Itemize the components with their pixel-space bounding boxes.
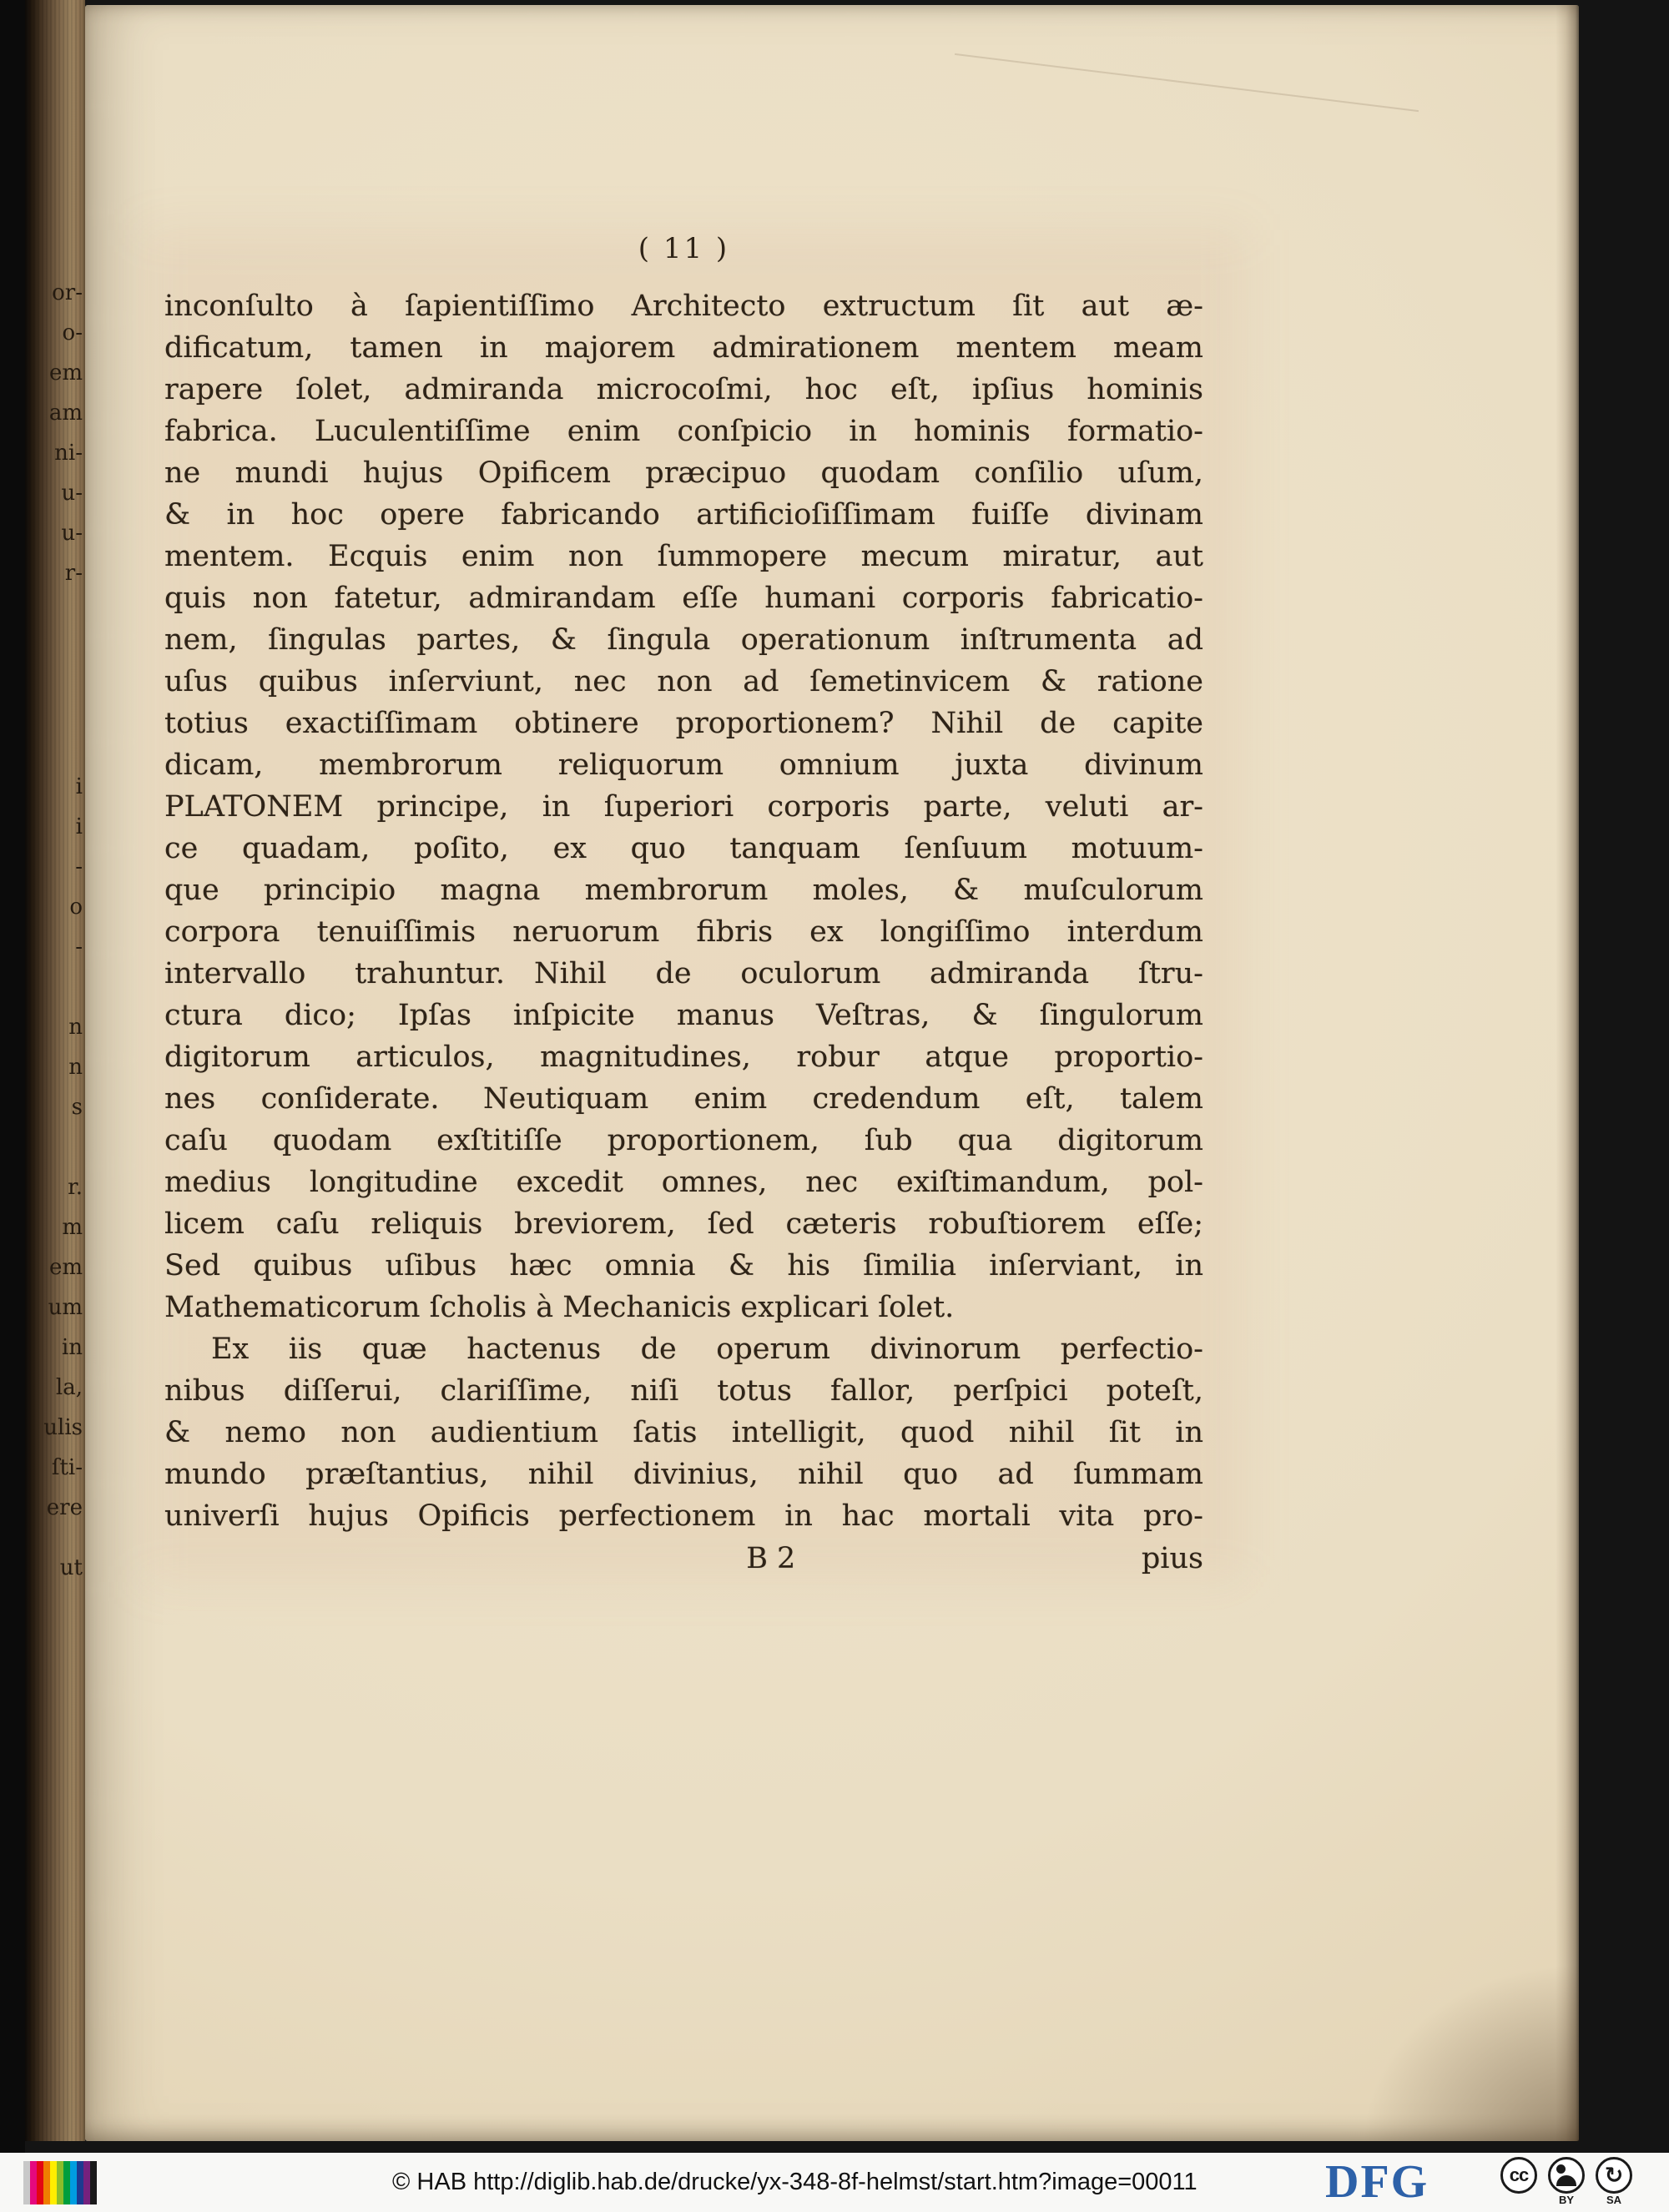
paper-crease	[955, 53, 1419, 112]
text-line: & nemo non audientium ſatis intelligit, quod nihil ſit in	[164, 1416, 1203, 1449]
text-line: quis non fatetur, admirandam eſſe humani corporis fabricatio-	[164, 582, 1203, 615]
spine-fragments	[25, 0, 85, 2141]
text-line: mundo præſtantius, nihil divinius, nihil quo ad ſummam	[164, 1458, 1203, 1491]
spine-text-fragment: u-	[61, 481, 83, 506]
calibration-strip	[23, 2161, 97, 2204]
copyright-link[interactable]: © HAB http://diglib.hab.de/drucke/yx-348-8f-helmst/start.htm?image=00011	[392, 2169, 1198, 2195]
text-line: que principio magna membrorum moles, & muſculorum	[164, 874, 1203, 907]
scan-left-border	[0, 0, 25, 2153]
spine-text-fragment: u-	[61, 521, 83, 546]
calibration-bar	[83, 2161, 90, 2204]
text-line: dicam, membrorum reliquorum omnium juxta divinum	[164, 748, 1203, 782]
text-line: dificatum, tamen in majorem admirationem mentem meam	[164, 331, 1203, 365]
spine-text-fragment: or-	[52, 280, 83, 305]
signature-row	[164, 1537, 1203, 1580]
text-line: & in hoc opere fabricando artificioſiſſimam fuiſſe divinam	[164, 498, 1203, 532]
calibration-bar	[37, 2161, 43, 2204]
calibration-bar	[43, 2161, 50, 2204]
text-line: PLATONEM principe, in ſuperiori corporis parte, veluti ar-	[164, 790, 1203, 824]
spine-text-fragment: em	[48, 360, 83, 385]
text-line: ctura dico; Ipſas inſpicite manus Veſtras, & ſingulorum	[164, 999, 1203, 1032]
cc-sa-column	[1596, 2157, 1632, 2206]
text-line: inconſulto à ſapientiſſimo Architecto extructum ſit aut æ-	[164, 290, 1203, 323]
spine-text-fragment: ulis	[43, 1415, 83, 1440]
text-line: uſus quibus inſerviunt, nec non ad ſemetinvicem & ratione	[164, 665, 1203, 698]
text-line: corpora tenuiſſimis neruorum fibris ex longiſſimo interdum	[164, 915, 1203, 949]
cc-sa-label: SA	[1606, 2194, 1622, 2206]
cc-by-label: BY	[1558, 2194, 1575, 2206]
page-number: ( 11 )	[638, 232, 730, 265]
dfg-logo[interactable]: DFG	[1325, 2156, 1429, 2208]
cc-icon[interactable]: cc	[1500, 2157, 1537, 2194]
text-line: nem, ſingulas partes, & ſingula operationum inſtrumenta ad	[164, 623, 1203, 657]
page-text-block	[164, 285, 1203, 1580]
text-line: totius exactiſſimam obtinere proportionem? Nihil de capite	[164, 707, 1203, 740]
calibration-bar	[90, 2161, 97, 2204]
spine-text-fragment: o	[69, 894, 83, 920]
spine-text-fragment: s	[71, 1095, 83, 1120]
text-line: ce quadam, poſito, ex quo tanquam ſenſuum motuum-	[164, 832, 1203, 865]
person-head	[1556, 2164, 1566, 2174]
text-line: caſu quodam exſtitiſſe proportionem, ſub qua digitorum	[164, 1124, 1203, 1157]
text-line: Sed quibus uſibus hæc omnia & his ſimilia inſerviant, in	[164, 1249, 1203, 1282]
spine-text-fragment: n	[68, 1055, 83, 1080]
text-line: medius longitudine excedit omnes, nec exiſtimandum, pol-	[164, 1166, 1203, 1199]
text-line: intervallo trahuntur. Nihil de oculorum admiranda ſtru-	[164, 957, 1203, 990]
page-right-edge-shadow	[1556, 5, 1579, 2141]
text-line: ne mundi hujus Opificem præcipuo quodam conſilio uſum,	[164, 456, 1203, 490]
calibration-bar	[23, 2161, 30, 2204]
text-lines	[164, 285, 1203, 1537]
spine-text-fragment: am	[48, 401, 83, 426]
text-line: Mathematicorum ſcholis à Mechanicis explicari ſolet.	[164, 1291, 955, 1324]
calibration-bar	[77, 2161, 83, 2204]
spine-text-fragment: ut	[59, 1555, 83, 1580]
cc-license-badge[interactable]	[1500, 2157, 1632, 2206]
text-line: mentem. Ecquis enim non ſummopere mecum miratur, aut	[164, 540, 1203, 573]
text-line: digitorum articulos, magnitudines, robur atque proportio-	[164, 1040, 1203, 1074]
spine-text-fragment: ſti-	[51, 1455, 83, 1480]
spine-text-fragment: n	[68, 1015, 83, 1040]
spine-text-fragment: i	[75, 774, 83, 799]
calibration-bar	[70, 2161, 77, 2204]
footer-bar	[0, 2153, 1669, 2212]
cc-by-column	[1548, 2157, 1585, 2206]
spine-text-fragment: r-	[64, 561, 83, 586]
calibration-bar	[57, 2161, 63, 2204]
spine-text-fragment: r.	[68, 1175, 83, 1200]
text-line: licem caſu reliquis breviorem, ſed cæteris robuſtiorem eſſe;	[164, 1207, 1203, 1241]
cc-logo-column	[1500, 2157, 1537, 2206]
spine-text-fragment: i	[75, 814, 83, 839]
spine-text-fragment: um	[48, 1295, 83, 1320]
cc-by-person-icon[interactable]	[1548, 2157, 1585, 2194]
book-spine-edge	[25, 0, 85, 2141]
spine-text-fragment: in	[61, 1335, 83, 1360]
spine-text-fragment: -	[75, 935, 83, 960]
calibration-bar	[63, 2161, 70, 2204]
page-corner-shadow	[1345, 1949, 1579, 2141]
book-page	[85, 5, 1579, 2141]
spine-text-fragment: o-	[62, 320, 83, 345]
spine-text-fragment: -	[75, 854, 83, 879]
text-line: nibus diſſerui, clariſſime, niſi totus fallor, perſpici poteſt,	[164, 1374, 1203, 1408]
spine-text-fragment: em	[48, 1255, 83, 1280]
spine-text-fragment: la,	[55, 1375, 83, 1400]
text-line: Ex iis quæ hactenus de operum divinorum perfectio-	[211, 1333, 1203, 1366]
text-line: rapere ſolet, admiranda microcoſmi, hoc eſt, ipſius hominis	[164, 373, 1203, 406]
spine-text-fragment: ere	[46, 1495, 83, 1520]
gathering-signature: B 2	[746, 1542, 796, 1575]
spine-text-fragment: ni-	[54, 441, 83, 466]
catchword: pius	[1141, 1542, 1203, 1575]
calibration-bar	[50, 2161, 57, 2204]
spine-text-fragment: m	[62, 1215, 83, 1240]
person-body	[1556, 2175, 1576, 2186]
text-line: fabrica. Luculentiſſime enim conſpicio in hominis formatio-	[164, 415, 1203, 448]
text-line: univerſi hujus Opificis perfectionem in hac mortali vita pro-	[164, 1499, 1203, 1533]
cc-sa-arrow-icon[interactable]: ↻	[1596, 2157, 1632, 2194]
calibration-bar	[30, 2161, 37, 2204]
text-line: nes conſiderate. Neutiquam enim credendum eſt, talem	[164, 1082, 1203, 1116]
